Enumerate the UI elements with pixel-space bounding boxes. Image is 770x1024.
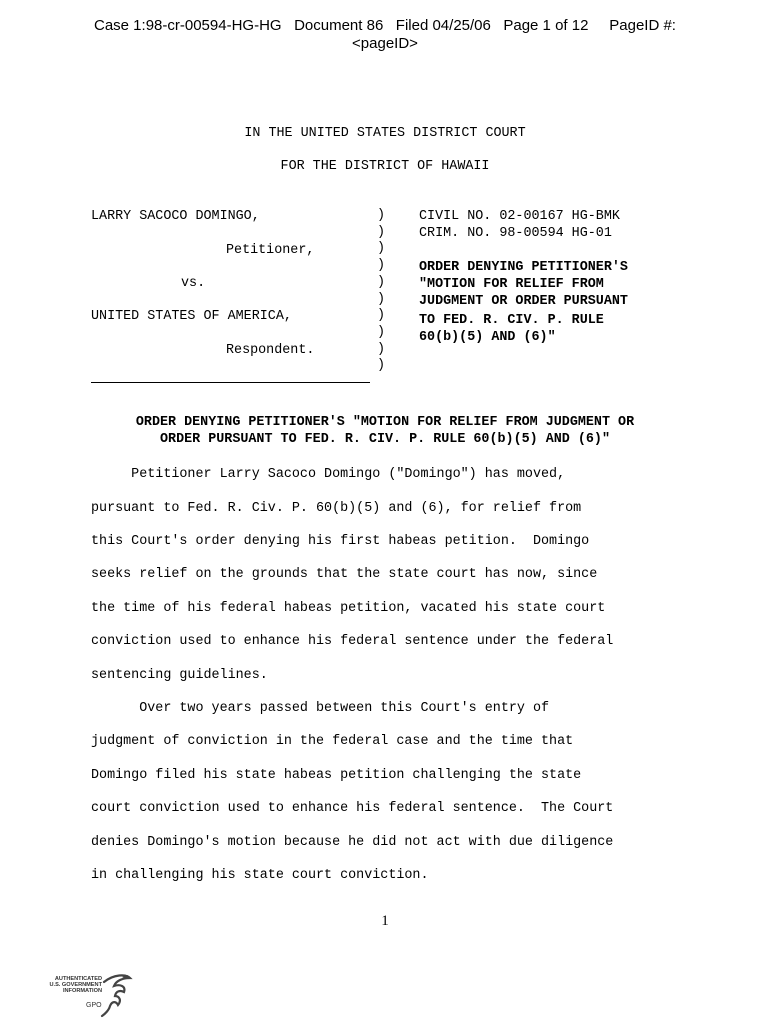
civil-number: CIVIL NO. 02-00167 HG-BMK [419, 209, 620, 224]
court-name-line-2: FOR THE DISTRICT OF HAWAII [280, 159, 490, 174]
ecf-header-line-2: <pageID> [352, 35, 418, 52]
body-line: court conviction used to enhance his federal sentence. The Court [91, 801, 614, 816]
respondent-role: Respondent. [226, 343, 315, 358]
body-line: in challenging his state court conviction. [91, 868, 429, 883]
body-line: the time of his federal habeas petition, vacated his state court [91, 601, 606, 616]
gpo-eagle-icon [100, 972, 134, 1018]
order-title-line-1: ORDER DENYING PETITIONER'S "MOTION FOR RELIEF FROM JUDGMENT OR [135, 415, 635, 430]
caption-order-title-line-3: JUDGMENT OR ORDER PURSUANT [419, 294, 628, 309]
caption-parentheses: ) ) ) ) ) ) ) ) ) ) [377, 208, 386, 374]
criminal-number: CRIM. NO. 98-00594 HG-01 [419, 226, 612, 241]
body-line: seeks relief on the grounds that the state court has now, since [91, 567, 598, 582]
body-line: conviction used to enhance his federal sentence under the federal [91, 634, 614, 649]
caption-rule [91, 382, 370, 383]
caption-order-title-line-5: 60(b)(5) AND (6)" [419, 330, 556, 345]
versus-label: vs. [181, 276, 206, 291]
ecf-header-line-1: Case 1:98-cr-00594-HG-HG Document 86 Filed 04/25/06 Page 1 of 12 PageID #: [94, 17, 676, 34]
court-name-line-1: IN THE UNITED STATES DISTRICT COURT [244, 126, 526, 141]
gpo-authentication-seal [42, 972, 132, 1018]
body-line: judgment of conviction in the federal case and the time that [91, 734, 574, 749]
order-title-line-2: ORDER PURSUANT TO FED. R. CIV. P. RULE 60(b)(5) AND (6)" [160, 432, 610, 447]
caption-order-title-line-1: ORDER DENYING PETITIONER'S [419, 260, 628, 275]
body-line: denies Domingo's motion because he did not act with due diligence [91, 835, 614, 850]
caption-order-title-line-2: "MOTION FOR RELIEF FROM [419, 277, 604, 292]
body-line: Petitioner Larry Sacoco Domingo ("Domingo") has moved, [91, 467, 566, 482]
body-line: pursuant to Fed. R. Civ. P. 60(b)(5) and (6), for relief from [91, 501, 582, 516]
body-line: this Court's order denying his first habeas petition. Domingo [91, 534, 590, 549]
petitioner-role: Petitioner, [226, 243, 315, 258]
body-line: sentencing guidelines. [91, 668, 268, 683]
body-line: Domingo filed his state habeas petition challenging the state [91, 768, 582, 783]
body-line: Over two years passed between this Court's entry of [91, 701, 550, 716]
caption-order-title-line-4: TO FED. R. CIV. P. RULE [419, 313, 604, 328]
petitioner-name: LARRY SACOCO DOMINGO, [91, 209, 260, 224]
seal-gpo-label: GPO [86, 1002, 102, 1009]
seal-text: AUTHENTICATED U.S. GOVERNMENT INFORMATION [49, 976, 102, 994]
page-number: 1 [381, 913, 389, 929]
respondent-name: UNITED STATES OF AMERICA, [91, 309, 292, 324]
